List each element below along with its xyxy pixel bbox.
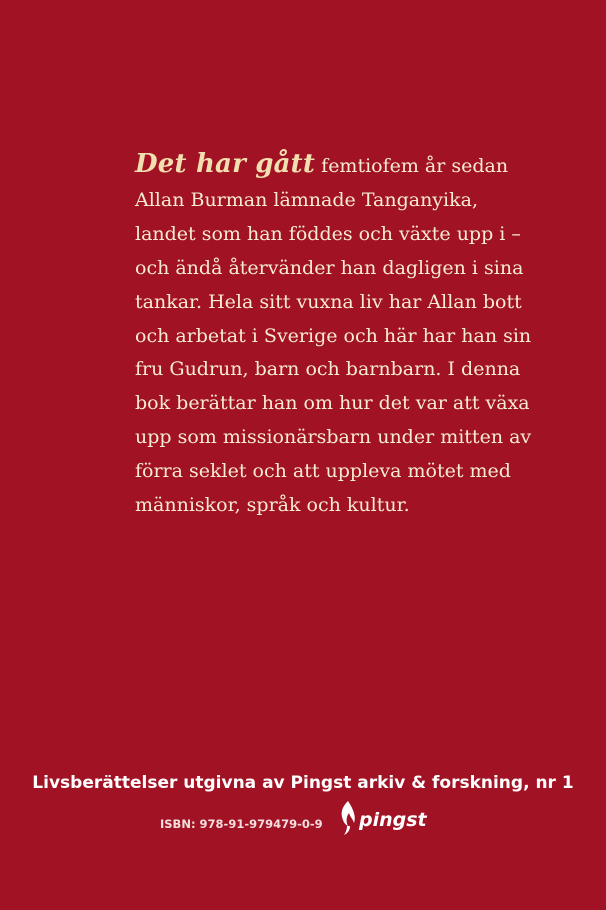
blurb-line: och arbetat i Sverige och här har han sin [135, 324, 532, 347]
isbn-number: ISBN: 978-91-979479-0-9 [160, 817, 323, 831]
logo-wordmark: pingst [359, 809, 427, 831]
blurb-line: landet som han föddes och växte upp i – [135, 222, 521, 245]
blurb-line: tankar. Hela sitt vuxna liv har Allan bott [135, 290, 522, 313]
blurb-line: Allan Burman lämnade Tanganyika, [135, 188, 478, 211]
blurb-line: bok berättar han om hur det var att växa [135, 392, 530, 415]
dove-flame-icon [338, 800, 358, 836]
blurb-line: människor, språk och kultur. [135, 494, 410, 517]
series-title: Livsberättelser utgivna av Pingst arkiv & forskning, nr 1 [32, 773, 574, 793]
blurb-line: förra seklet och att uppleva mötet med [135, 460, 511, 483]
blurb-line: och ändå återvänder han dagligen i sina [135, 256, 524, 279]
blurb-line: fru Gudrun, barn och barnbarn. I denna [135, 358, 521, 381]
blurb-line: femtiofem år sedan [321, 155, 509, 177]
blurb-line: upp som missionärsbarn under mitten av [135, 426, 532, 449]
blurb-text [135, 148, 532, 523]
pingst-logo [338, 800, 427, 836]
blurb-lead: Det har gått [135, 149, 316, 179]
